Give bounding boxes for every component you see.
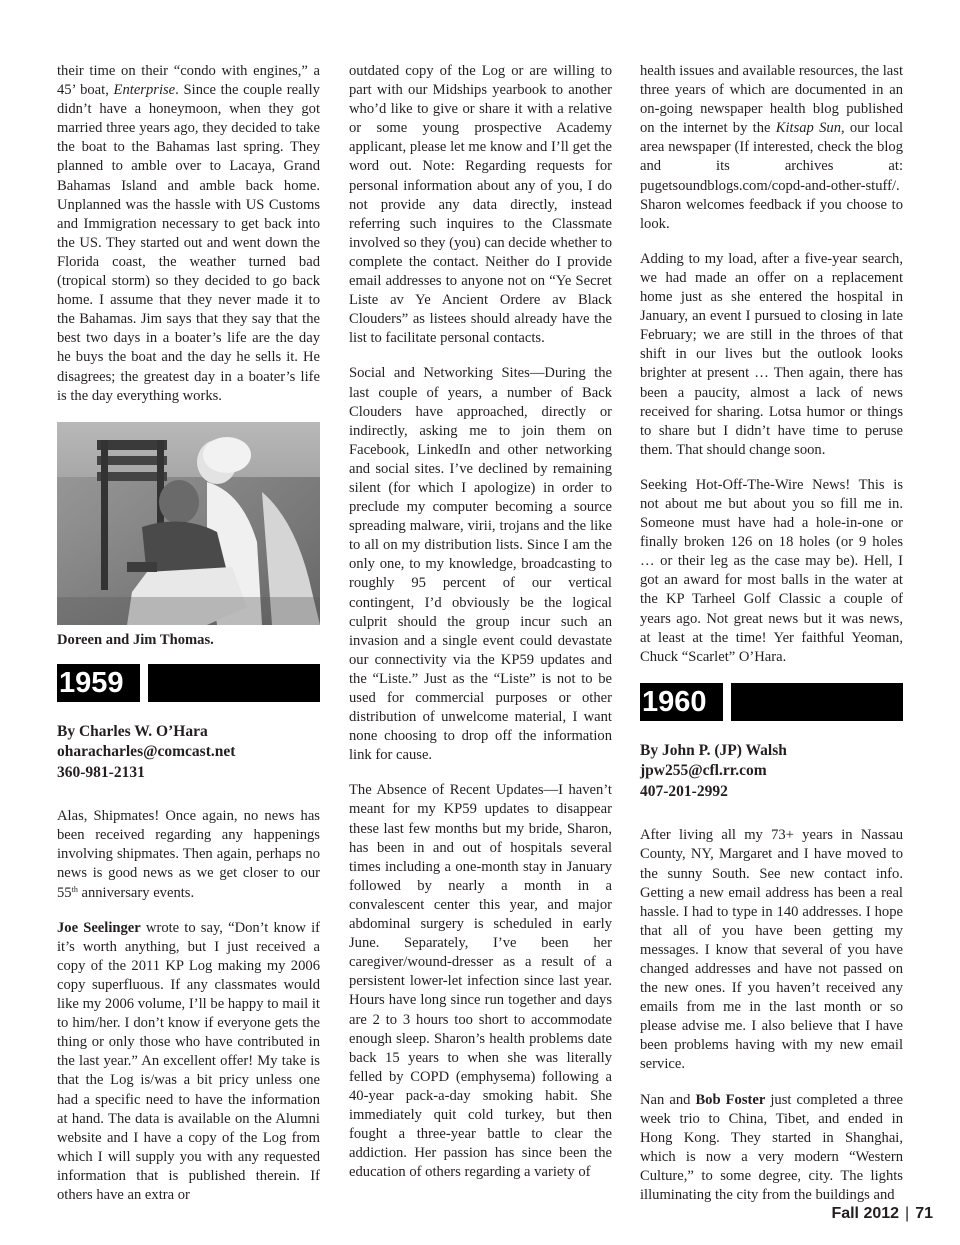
classmate-name: Joe Seelinger — [57, 919, 141, 936]
page-number: 71 — [915, 1205, 933, 1222]
class-year-banner-1959 — [57, 664, 320, 702]
class-year-banner-1960 — [640, 683, 903, 721]
paragraph: Alas, Shipmates! Once again, no news has been received regarding any happenings involving shipmates. Then again, perhaps no news is good news as we get closer to our 55th anniversary events. — [57, 808, 320, 901]
paragraph: Joe Seelinger wrote to say, “Don’t know if it’s worth anything, but I just received a copy of the 2011 KP Log making my 2006 copy superfluous. If any classmates would like my 2006 volume, I’ll be happy to mail it to him/her. I don’t know if everyone gets the thing or only those who have contributed in the last year.” An excellent offer! My take is that the Log is/was a bit pricy unless one had a specific need to have the information at hand. The data is available on the Alumni website and I have a copy of the Log from which I will supply you with any requested information that is published therein. If others have an extra or — [57, 919, 320, 1203]
author-phone: 407-201-2992 — [640, 782, 728, 800]
newspaper-name: Kitsap Sun — [775, 120, 842, 137]
paragraph: their time on their “condo with engines,” a 45’ boat, Enterprise. Since the couple really didn’t have a honeymoon, when they got married three years ago, they decided to take the boat to the Bahamas last spring. They planned to amble over to Lacaya, Grand Bahamas Island and amble back home. Unplanned was the hassle with US Customs and Immigration necessary to get back into the US. They started out and went down the Florida coast, the weather turned bad (tropical storm) so they decided to go back home. I assume that they never made it to the Bahamas. Jim says that they say that the best two days in a boater’s life are the day he buys the boat and the day he sells it. He disagrees; the greatest day in a boater’s life is the day everything works. — [57, 63, 320, 404]
footer-separator: | — [905, 1205, 910, 1222]
class-year-label: 1960 — [640, 683, 723, 721]
paragraph: The Absence of Recent Updates—I haven’t meant for my KP59 updates to disappear these last few months but my bride, Sharon, has been in and out of hospitals several times including a one-month stay in January followed by nearly a month in a convalescent center this year, and major abdominal surgery is scheduled in early June. Separately, I’ve been her caregiver/wound-dresser as a result of a persistent lower-let infection since last year. Hours have long since run together and days are 2 to 3 hours too short to accommodate enough sleep. Sharon’s health problems date back 15 years to when she was literally felled by COPD (emphysema) following a 40-year pack-a-day smoking habit. She immediately quit cold turkey, but then fought a three-year battle to clear the addiction. Her passion has since been the education of others regarding a variety of — [349, 782, 612, 1181]
class-year-label: 1959 — [57, 664, 140, 702]
photo-doreen-and-jim-thomas — [57, 422, 320, 625]
boat-name: Enterprise — [113, 82, 176, 99]
author-email: oharacharles@comcast.net — [57, 743, 236, 761]
byline — [640, 741, 903, 803]
byline — [57, 722, 320, 784]
banner-bar — [148, 664, 320, 702]
paragraph: Seeking Hot-Off-The-Wire News! This is not about me but about you so fill me in. Someone must have had a hole-in-one or finally broken 126 on 18 holes (or 9 holes … or their leg as the case may be). Hell, I got an award for most balls in the water at the KP Tarheel Golf Classic a couple of years ago. Not great news but it was news, at least at the time! Yer faithful Yeoman, Chuck “Scarlet” O’Hara. — [640, 476, 903, 665]
paragraph: After living all my 73+ years in Nassau County, NY, Margaret and I have moved to the sunny South. See new contact info. Getting a new email address has been a real hassle. I had to type in 140 addresses. I hope that all of you have been getting my messages. I know that several of you have changed addresses and have not passed on the new ones. If you haven’t received any emails from me in the last month or so please advise me. I also believe that I have been problems having with my new email service. — [640, 827, 903, 1073]
issue-label: Fall 2012 — [831, 1205, 900, 1222]
author-email: jpw255@cfl.rr.com — [640, 762, 767, 780]
paragraph: Social and Networking Sites—During the last couple of years, a number of Back Clouders have approached, directly or indirectly, asking me to join them on Facebook, LinkedIn and other networking and social sites. I’ve declined by remaining silent (for which I apologize) in order to preclude my computer becoming a source spreading malware, virii, trojans and the like to all on my distribution lists. Since I am the only one, to my knowledge, broadcasting to roughly 95 percent of our vertical contingent, I’d obviously be the logical culprit should the group incur such an invasion and a single event could devastate our connectivity via the KP59 updates and the “Liste.” Just as the “Liste” is not to be used for commercial purposes or other distribution of unwelcome material, I want none choosing to drop off the information link for cause. — [349, 365, 612, 764]
banner-bar — [731, 683, 903, 721]
photo-caption: Doreen and Jim Thomas. — [57, 631, 214, 648]
column-2 — [349, 62, 612, 1198]
column-1 — [57, 62, 320, 1221]
column-3 — [640, 62, 903, 1221]
paragraph: Adding to my load, after a five-year search, we had made an offer on a replacement home just as she entered the hospital in January, an event I pursued to closing in late February; we are still in the throes of that shift in our lives but the outlook looks brighter at present … Then again, there has been a paucity, almost a lack of news received for sharing. Lotsa humor or things to share but I didn’t have time to peruse them. That should change soon. — [640, 250, 903, 458]
classmate-name: Bob Foster — [695, 1091, 766, 1108]
author-name: By John P. (JP) Walsh — [640, 741, 787, 759]
author-phone: 360-981-2131 — [57, 763, 145, 781]
page-footer — [831, 1205, 933, 1223]
author-name: By Charles W. O’Hara — [57, 722, 208, 740]
paragraph: Nan and Bob Foster just completed a three week trio to China, Tibet, and ended in Hong Kong. They started in Shanghai, which is now a very modern “Western Culture,” to some degree, city. The lights illuminating the city from the buildings and — [640, 1091, 903, 1203]
paragraph: outdated copy of the Log or are willing to part with our Midships yearbook to another who’d like to give or share it with a relative or some young prospective Academy applicant, please let me know and I’ll get the word out. Note: Regarding requests for personal information about any of you, I do not provide any data directly, instead referring such inquires to the Classmate involved so they (you) can decide whether to complete the contact. Neither do I provide email addresses to anyone not on “Ye Secret Liste av Ye Ancient Ordere av Black Clouders” as listees should already have the list to facilitate personal contacts. — [349, 63, 613, 347]
paragraph: health issues and available resources, the last three years of which are documented in an on-going newspaper health blog published on the internet by the Kitsap Sun, our local area newspaper (If interested, check the blog and its archives at: pugetsoundblogs.com/copd-and-other-stuff/. Sharon welcomes feedback if you choose to look. — [640, 63, 904, 232]
